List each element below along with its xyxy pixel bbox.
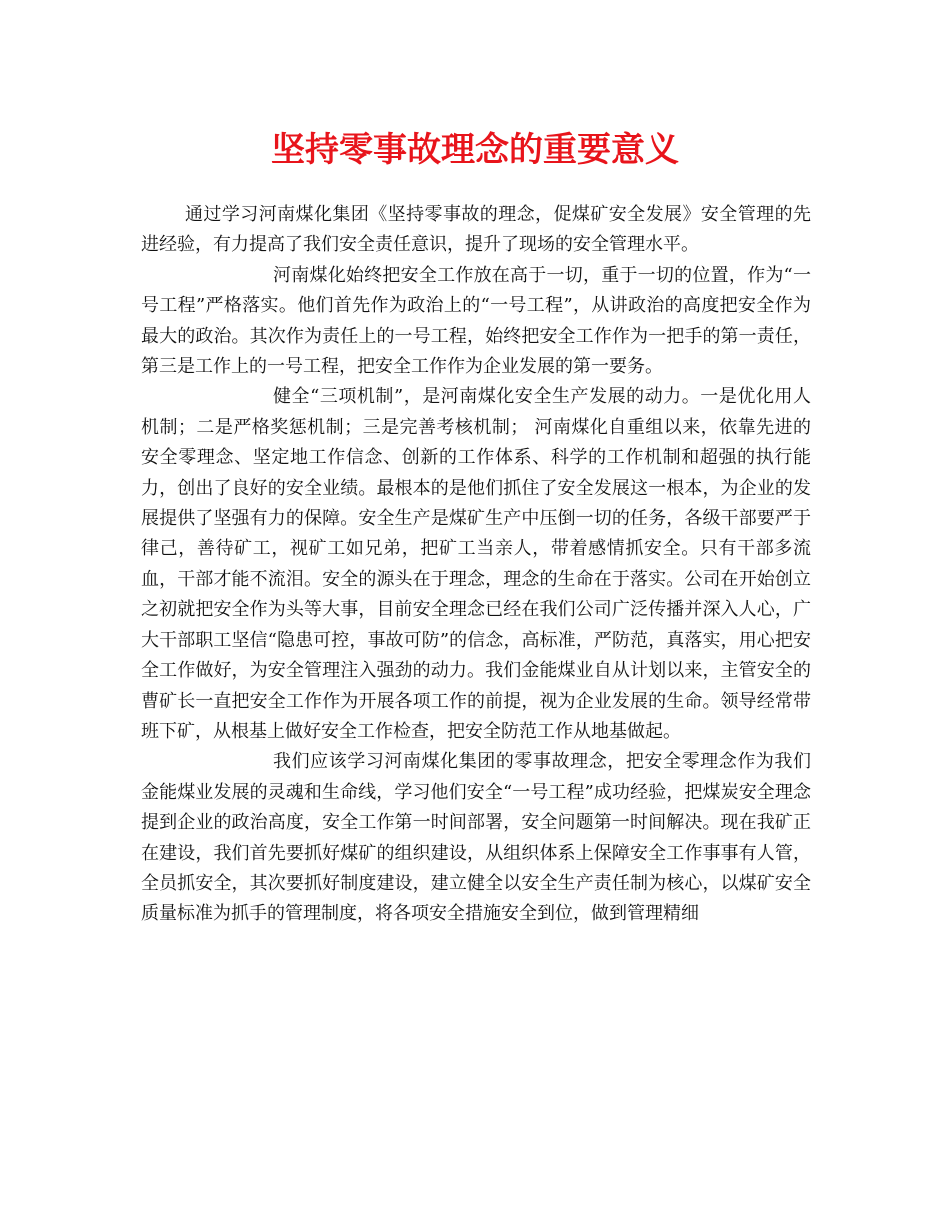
paragraph-learning: 我们应该学习河南煤化集团的零事故理念，把安全零理念作为我们金能煤业发展的灵魂和生命线，学习他们安全“一号工程”成功经验，把煤炭安全理念提到企业的政治高度，安全工作第一时间部署，安全问题第一时间解决。现在我矿正在建设，我们首先要抓好煤矿的组织建设，从组织体系上保障安全工作事事有人管，全员抓安全，其次要抓好制度建设，建立健全以安全生产责任制为核心，以煤矿安全质量标准为抓手的管理制度，将各项安全措施安全到位，做到管理精细 bbox=[141, 751, 811, 925]
paragraph-mechanisms: 健全“三项机制”，是河南煤化安全生产发展的动力。一是优化用人机制；二是严格奖惩机制；三是完善考核机制； 河南煤化自重组以来，依靠先进的安全零理念、坚定地工作信念、创新的工作体系、科学的工作机制和超强的执行能力，创出了良好的安全业绩。最根本的是他们抓住了安全发展这一根本，为企业的发展提供了坚强有力的保障。安全生产是煤矿生产中压倒一切的任务，各级干部要严于律己，善待矿工，视矿工如兄弟，把矿工当亲人，带着感情抓安全。只有干部多流血，干部才能不流泪。安全的源头在于理念，理念的生命在于落实。公司在开始创立之初就把安全作为头等大事，目前安全理念已经在我们公司广泛传播并深入人心，广大干部职工坚信“隐患可控，事故可防”的信念，高标准，严防范，真落实，用心把安全工作做好，为安全管理注入强劲的动力。我们金能煤业自从计划以来，主管安全的曹矿长一直把安全工作作为开展各项工作的前提，视为企业发展的生命。领导经常带班下矿，从根基上做好安全工作检查，把安全防范工作从地基做起。 bbox=[141, 386, 811, 742]
paragraph-intro: 通过学习河南煤化集团《坚持零事故的理念，促煤矿安全发展》安全管理的先进经验，有力提高了我们安全责任意识，提升了现场的安全管理水平。 bbox=[141, 204, 811, 256]
document-body bbox=[141, 200, 811, 930]
document-title: 坚持零事故理念的重要意义 bbox=[271, 130, 679, 170]
paragraph-priority: 河南煤化始终把安全工作放在高于一切，重于一切的位置，作为“一号工程”严格落实。他们首先作为政治上的“一号工程”，从讲政治的高度把安全作为最大的政治。其次作为责任上的一号工程，始终把安全工作作为一把手的第一责任，第三是工作上的一号工程，把安全工作作为企业发展的第一要务。 bbox=[141, 264, 811, 378]
